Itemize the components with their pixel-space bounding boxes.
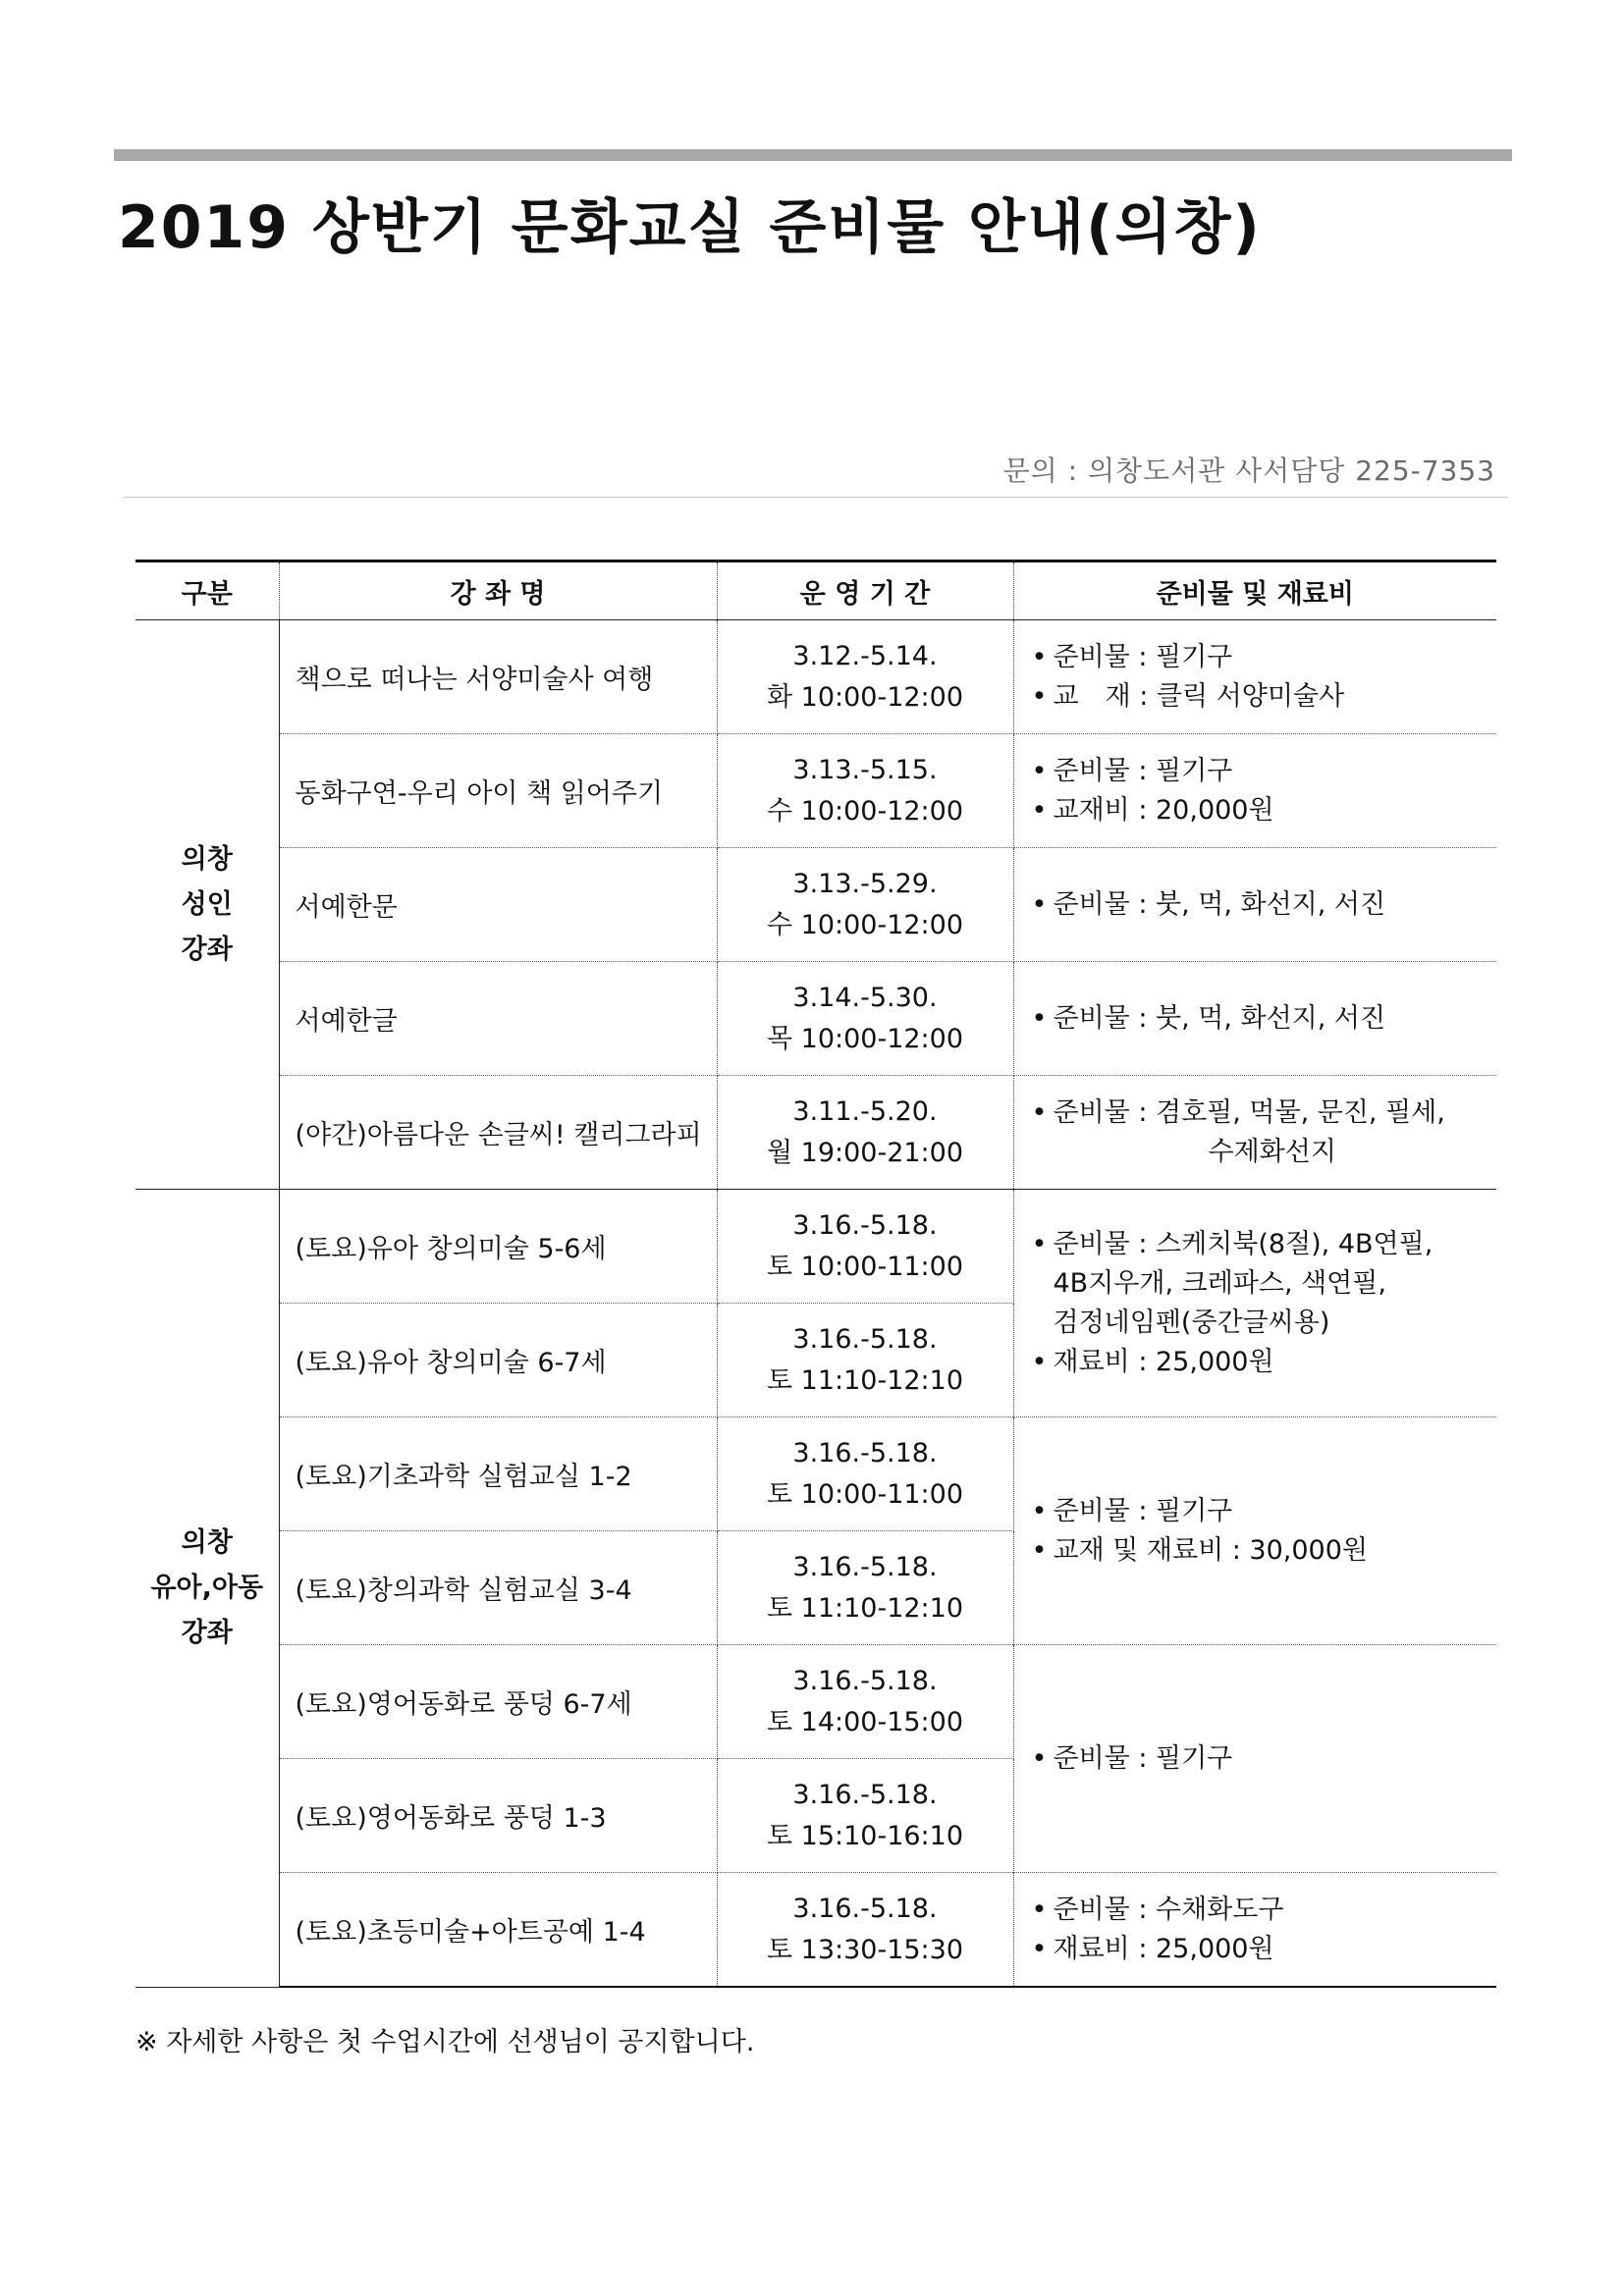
top-divider-bar — [114, 149, 1512, 161]
course-materials — [1013, 1417, 1496, 1645]
bullet: • — [1031, 1002, 1048, 1034]
course-dates: 3.16.-5.18. — [792, 1551, 938, 1582]
group-children — [135, 1190, 279, 1988]
header-divider — [124, 497, 1508, 498]
material-item: • 준비물 : 필기구 — [1032, 752, 1497, 791]
course-name: 서예한문 — [279, 848, 717, 962]
table-row — [135, 1190, 1496, 1304]
material-item: • 재료비 : 25,000원 — [1032, 1930, 1497, 1969]
page-title: 2019 상반기 문화교실 준비물 안내(의창) — [118, 193, 1262, 262]
course-name: (토요)영어동화로 풍덩 6-7세 — [279, 1645, 717, 1759]
course-time: 토 11:10-12:10 — [766, 1592, 964, 1624]
course-name: (토요)창의과학 실험교실 3-4 — [279, 1531, 717, 1645]
course-dates: 3.14.-5.30. — [792, 982, 938, 1013]
material-item: • 교재비 : 20,000원 — [1032, 791, 1497, 830]
course-dates: 3.16.-5.18. — [792, 1779, 938, 1810]
table-row — [135, 620, 1496, 734]
preparation-table — [135, 560, 1496, 1988]
group-label-line: 강좌 — [181, 934, 233, 965]
material-item: • 재료비 : 25,000원 — [1032, 1343, 1497, 1382]
course-period — [717, 1645, 1013, 1759]
course-materials — [1013, 1873, 1496, 1988]
material-item: • 준비물 : 스케치북(8절), 4B연필, — [1032, 1225, 1497, 1264]
table-row — [135, 1645, 1496, 1759]
group-label-line: 성인 — [181, 888, 233, 920]
course-materials — [1013, 620, 1496, 734]
group-adult — [135, 620, 279, 1190]
material-item: • 준비물 : 붓, 먹, 화선지, 서진 — [1032, 885, 1497, 925]
bullet: • — [1031, 1534, 1048, 1566]
course-dates: 3.16.-5.18. — [792, 1665, 938, 1696]
course-materials — [1013, 1076, 1496, 1190]
course-name: (야간)아름다운 손글씨! 캘리그라피 — [279, 1076, 717, 1190]
bullet: • — [1031, 1346, 1048, 1377]
course-dates: 3.11.-5.20. — [792, 1095, 938, 1127]
course-dates: 3.13.-5.15. — [792, 754, 938, 785]
material-item: • 준비물 : 필기구 — [1032, 1492, 1497, 1531]
group-label-line: 강좌 — [181, 1617, 233, 1648]
bullet: • — [1031, 794, 1048, 826]
course-dates: 3.12.-5.14. — [792, 640, 938, 671]
bullet: • — [1031, 1228, 1048, 1259]
material-item: • 준비물 : 수채화도구 — [1032, 1891, 1497, 1930]
material-item: • 준비물 : 겸호필, 먹물, 문진, 필세, — [1032, 1094, 1497, 1133]
course-dates: 3.16.-5.18. — [792, 1209, 938, 1241]
material-item: • 준비물 : 필기구 — [1032, 638, 1497, 677]
course-period — [717, 962, 1013, 1076]
course-period — [717, 734, 1013, 848]
course-time: 수 10:00-12:00 — [766, 795, 964, 827]
course-period — [717, 1304, 1013, 1417]
table-row — [135, 1417, 1496, 1531]
course-materials — [1013, 734, 1496, 848]
bullet: • — [1031, 1894, 1048, 1925]
course-period — [717, 1873, 1013, 1988]
course-dates: 3.16.-5.18. — [792, 1437, 938, 1468]
contact-info: 문의 : 의창도서관 사서담당 225-7353 — [1002, 454, 1495, 487]
course-period — [717, 848, 1013, 962]
course-name: (토요)초등미술+아트공예 1-4 — [279, 1873, 717, 1988]
course-name: (토요)유아 창의미술 5-6세 — [279, 1190, 717, 1304]
course-period — [717, 620, 1013, 734]
course-dates: 3.16.-5.18. — [792, 1323, 938, 1355]
course-name: (토요)기초과학 실험교실 1-2 — [279, 1417, 717, 1531]
bullet: • — [1031, 1742, 1048, 1774]
course-name: 서예한글 — [279, 962, 717, 1076]
bullet: • — [1031, 680, 1048, 712]
course-time: 월 19:00-21:00 — [766, 1137, 964, 1168]
table-row — [135, 734, 1496, 848]
bullet: • — [1031, 641, 1048, 672]
course-name: 책으로 떠나는 서양미술사 여행 — [279, 620, 717, 734]
course-time: 수 10:00-12:00 — [766, 909, 964, 940]
material-item: • 교 재 : 클릭 서양미술사 — [1032, 677, 1497, 717]
course-time: 화 10:00-12:00 — [766, 681, 964, 713]
bullet: • — [1031, 888, 1048, 920]
course-name: 동화구연-우리 아이 책 읽어주기 — [279, 734, 717, 848]
bullet: • — [1031, 1495, 1048, 1526]
course-time: 목 10:00-12:00 — [766, 1023, 964, 1054]
header-materials: 준비물 및 재료비 — [1013, 561, 1496, 620]
group-label-line: 의창 — [181, 843, 233, 875]
material-item: • 준비물 : 필기구 — [1032, 1739, 1497, 1779]
course-period — [717, 1190, 1013, 1304]
header-period: 운 영 기 간 — [717, 561, 1013, 620]
table-row — [135, 1076, 1496, 1190]
table-row — [135, 848, 1496, 962]
material-continuation: 검정네임펜(중간글씨용) — [1053, 1307, 1330, 1338]
group-label-line: 의창 — [181, 1526, 233, 1558]
course-time: 토 15:10-16:10 — [766, 1820, 964, 1851]
course-period — [717, 1417, 1013, 1531]
bullet: • — [1031, 755, 1048, 786]
course-dates: 3.16.-5.18. — [792, 1893, 938, 1924]
course-time: 토 10:00-11:00 — [766, 1251, 964, 1282]
course-materials — [1013, 1645, 1496, 1873]
course-period — [717, 1076, 1013, 1190]
bullet: • — [1031, 1933, 1048, 1964]
table-header-row — [135, 561, 1496, 620]
course-time: 토 10:00-11:00 — [766, 1478, 964, 1510]
header-category: 구분 — [135, 561, 279, 620]
course-time: 토 11:10-12:10 — [766, 1364, 964, 1396]
group-label-line: 유아,아동 — [150, 1572, 264, 1603]
course-materials — [1013, 962, 1496, 1076]
course-name: (토요)유아 창의미술 6-7세 — [279, 1304, 717, 1417]
course-materials — [1013, 848, 1496, 962]
material-item: • 교재 및 재료비 : 30,000원 — [1032, 1531, 1497, 1571]
footnote: ※ 자세한 사항은 첫 수업시간에 선생님이 공지합니다. — [135, 2027, 755, 2057]
course-period — [717, 1531, 1013, 1645]
course-period — [717, 1759, 1013, 1873]
course-name: (토요)영어동화로 풍덩 1-3 — [279, 1759, 717, 1873]
course-time: 토 14:00-15:00 — [766, 1706, 964, 1737]
table-row — [135, 962, 1496, 1076]
header-course: 강 좌 명 — [279, 561, 717, 620]
material-item: • 준비물 : 붓, 먹, 화선지, 서진 — [1032, 999, 1497, 1039]
material-continuation: 4B지우개, 크레파스, 색연필, — [1053, 1267, 1386, 1299]
material-continuation: 수제화선지 — [1208, 1136, 1336, 1167]
course-materials — [1013, 1190, 1496, 1417]
course-time: 토 13:30-15:30 — [766, 1934, 964, 1965]
course-dates: 3.13.-5.29. — [792, 868, 938, 899]
bullet: • — [1031, 1096, 1048, 1128]
table-row — [135, 1873, 1496, 1988]
